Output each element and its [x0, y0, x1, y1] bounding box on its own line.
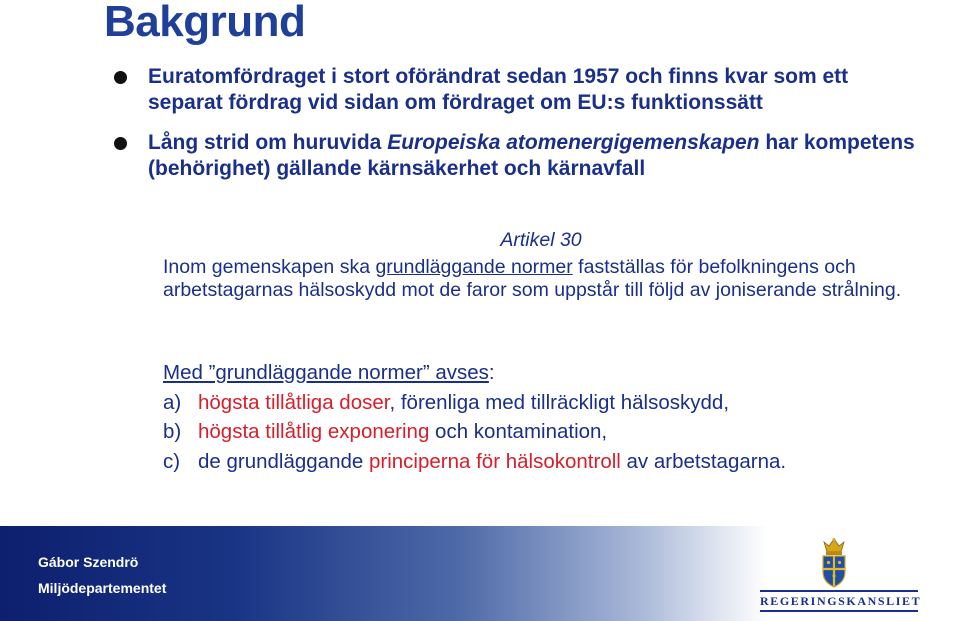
definition-rest: och kontamination, — [429, 420, 608, 443]
definition-rest: av arbetstagarna. — [620, 449, 787, 473]
definition-highlight: principerna för hälsokontroll — [369, 449, 621, 473]
definition-item-b — [163, 417, 953, 447]
logo-wordmark: REGERINGSKANSLIET — [760, 590, 918, 612]
bullet-dot-icon — [114, 137, 127, 150]
bullet-text-emphasis: Europeiska atomenergigemenskapen — [387, 131, 760, 154]
article-text-post: fastställas för befolkningens och arbetstagarnas hälsoskydd mot de faror som uppstår till följd av joniserande strålning. — [163, 255, 902, 301]
definition-pre: de grundläggande — [198, 449, 369, 473]
definitions-intro-suffix: : — [488, 361, 495, 384]
definitions-block — [163, 358, 953, 476]
bullet-dot-icon — [114, 71, 127, 84]
definition-rest: , förenliga med tillräckligt hälsoskydd, — [389, 390, 730, 414]
article-body — [163, 256, 953, 303]
bullet-text: Euratomfördraget i stort oförändrat sedan 1957 och finns kvar som ett separat fördrag vid sidan om fördraget om EU:s funktionssätt — [148, 65, 849, 114]
definition-label: a) — [163, 390, 182, 414]
bullet-text-pre: Lång strid om huruvida — [148, 131, 388, 154]
bullet-text-post: har kompetens (behörighet) gällande kärnsäkerhet och kärnavfall — [148, 131, 915, 180]
bullet-item-1 — [108, 64, 928, 116]
definition-label: c) — [163, 449, 181, 473]
definition-label: b) — [163, 420, 182, 443]
footer-department: Miljödepartementet — [38, 580, 167, 596]
slide-title: Bakgrund — [104, 0, 306, 46]
article-quote — [163, 229, 953, 303]
bullet-list — [108, 64, 928, 196]
article-text-underlined: grundläggande normer — [375, 255, 573, 278]
definitions-intro-underlined: Med ”grundläggande normer” avses — [163, 361, 489, 384]
footer-presenter-name: Gábor Szendrö — [38, 554, 139, 570]
definition-item-a — [163, 388, 953, 418]
bullet-item-2 — [108, 130, 928, 182]
article-heading: Artikel 30 — [500, 229, 582, 251]
definitions-intro — [163, 358, 953, 388]
definition-highlight: högsta tillåtlig exponering — [198, 420, 430, 443]
article-text-pre: Inom gemenskapen ska — [163, 255, 376, 278]
definition-item-c — [163, 447, 953, 477]
definition-highlight: högsta tillåtliga doser — [198, 390, 390, 414]
